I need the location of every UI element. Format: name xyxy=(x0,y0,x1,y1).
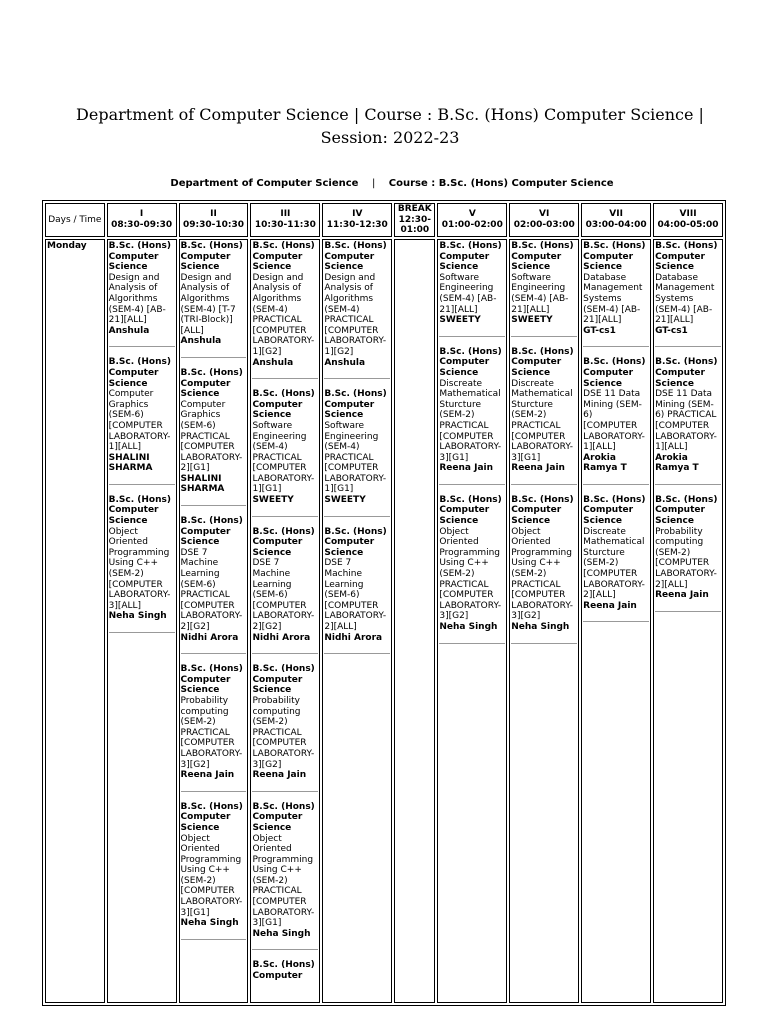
entry-course: B.Sc. (Hons) Computer Science xyxy=(511,494,574,527)
break-cell xyxy=(394,239,435,1003)
entry-course: B.Sc. (Hons) Computer Science xyxy=(252,389,315,421)
caption-department: Department of Computer Science xyxy=(170,178,359,189)
entry-teacher: SWEETY xyxy=(252,495,294,506)
entry-subject: Object Oriented Programming Using C++ (SEM-2) PRACTICAL [COMPUTER LABORATORY-3][G2] xyxy=(511,526,574,622)
entry-teacher: SWEETY xyxy=(439,315,481,326)
period-header-8: VIII 04:00-05:00 xyxy=(653,203,723,237)
entry-teacher: Nidhi Arora xyxy=(324,632,383,643)
table-caption xyxy=(42,178,742,189)
entry-subject: Software Engineering (SEM-4) [AB-21][ALL] xyxy=(511,272,569,315)
day-row-monday xyxy=(45,239,723,1003)
slot-cell xyxy=(509,239,579,1003)
entry-teacher: Reena Jain xyxy=(439,463,494,474)
entry-teacher: SWEETY xyxy=(511,315,553,326)
entry-teacher: Anshula xyxy=(108,325,150,336)
entry-subject: Software Engineering (SEM-4) PRACTICAL [COMPUTER LABORATORY-1][G1] xyxy=(324,420,387,495)
class-entry xyxy=(511,241,577,337)
slot-cell xyxy=(322,239,392,1003)
days-time-header: Days / Time xyxy=(45,203,105,237)
entry-teacher: Neha Singh xyxy=(439,622,498,632)
entry-subject: Design and Analysis of Algorithms (SEM-4) PRACTICAL [COMPUTER LABORATORY-1][G2] xyxy=(324,272,387,357)
period-header-1: I 08:30-09:30 xyxy=(107,203,177,237)
entry-teacher: Neha Singh xyxy=(511,622,570,632)
entry-teacher: Reena Jain xyxy=(655,590,709,601)
entry-teacher: Anshula xyxy=(324,357,366,368)
entry-subject: Database Management Systems (SEM-4) [AB-21][ALL] xyxy=(583,272,643,326)
entry-teacher: GT-cs1 xyxy=(655,325,688,336)
entry-course: B.Sc. (Hons) Computer Science xyxy=(439,346,502,378)
class-entry xyxy=(181,802,247,940)
header-row xyxy=(45,203,723,237)
day-label: Monday xyxy=(45,239,105,1003)
entry-course: B.Sc. (Hons) Computer Science xyxy=(108,241,171,273)
entry-teacher: Reena Jain xyxy=(583,600,637,611)
entry-course: B.Sc. (Hons) Computer Science xyxy=(655,241,718,273)
timetable xyxy=(42,200,726,1006)
entry-teacher: Reena Jain xyxy=(252,770,307,781)
entry-subject: DSE 7 Machine Learning (SEM-6) PRACTICAL [COMPUTER LABORATORY-2][G2] xyxy=(180,547,243,632)
entry-course: B.Sc. (Hons) Computer Science xyxy=(252,664,315,696)
entry-teacher: SHALINI SHARMA xyxy=(180,473,225,495)
class-entry xyxy=(324,241,390,379)
slot-cell xyxy=(107,239,177,1003)
entry-teacher: GT-cs1 xyxy=(583,325,616,336)
entry-subject: DSE 7 Machine Learning (SEM-6) [COMPUTER LABORATORY-2][ALL] xyxy=(324,558,387,632)
entry-course: B.Sc. (Hons) Computer Science xyxy=(180,367,243,400)
caption-separator: | xyxy=(371,178,376,189)
entry-course: B.Sc. (Hons) Computer Science xyxy=(655,494,718,527)
entry-subject: Object Oriented Programming Using C++ (SEM-2) PRACTICAL [COMPUTER LABORATORY-3][G1] xyxy=(252,833,315,929)
class-entry xyxy=(109,357,175,485)
class-entry xyxy=(181,241,247,358)
entry-subject: Object Oriented Programming Using C++ (SEM-2) [COMPUTER LABORATORY-3][G1] xyxy=(180,833,243,918)
class-entry xyxy=(439,347,505,485)
entry-subject: Object Oriented Programming Using C++ (SEM-2) PRACTICAL [COMPUTER LABORATORY-3][G2] xyxy=(439,526,502,622)
class-entry xyxy=(252,389,318,517)
entry-course: B.Sc. (Hons) Computer Science xyxy=(439,241,502,273)
entry-course: B.Sc. (Hons) Computer Science xyxy=(511,241,574,273)
entry-subject: Design and Analysis of Algorithms (SEM-4) [AB-21][ALL] xyxy=(108,272,166,326)
class-entry xyxy=(511,495,577,644)
entry-teacher: Neha Singh xyxy=(252,928,311,939)
entry-subject: Database Management Systems (SEM-4) [AB-21][ALL] xyxy=(655,272,715,326)
class-entry xyxy=(583,495,649,623)
entry-teacher: Anshula xyxy=(180,336,222,347)
entry-course: B.Sc. (Hons) Computer Science xyxy=(180,241,243,273)
entry-teacher: Anshula xyxy=(252,357,294,368)
entry-course: B.Sc. (Hons) Computer xyxy=(252,960,315,982)
entry-subject: Design and Analysis of Algorithms (SEM-4) PRACTICAL [COMPUTER LABORATORY-1][G2] xyxy=(252,272,315,357)
class-entry xyxy=(109,495,175,633)
entry-course: B.Sc. (Hons) Computer Science xyxy=(655,357,718,389)
period-header-2: II 09:30-10:30 xyxy=(179,203,249,237)
slot-cell xyxy=(179,239,249,1003)
entry-subject: Computer Graphics (SEM-6) [COMPUTER LABORATORY-1][ALL] xyxy=(108,389,171,453)
class-entry xyxy=(439,495,505,644)
class-entry xyxy=(252,960,318,991)
class-entry xyxy=(655,241,721,347)
entry-course: B.Sc. (Hons) Computer Science xyxy=(583,494,646,527)
entry-subject: Discreate Mathematical Sturcture (SEM-2) [COMPUTER LABORATORY-2][ALL] xyxy=(583,526,645,601)
entry-subject: Object Oriented Programming Using C++ (SEM-2) [COMPUTER LABORATORY-3][ALL] xyxy=(108,526,171,611)
entry-course: B.Sc. (Hons) Computer Science xyxy=(324,241,387,273)
class-entry xyxy=(252,241,318,379)
entry-subject: DSE 11 Data Mining (SEM-6) [COMPUTER LABORATORY-1][ALL] xyxy=(583,389,645,453)
class-entry xyxy=(324,389,390,517)
entry-course: B.Sc. (Hons) Computer Science xyxy=(108,357,171,389)
slot-cell xyxy=(581,239,651,1003)
entry-teacher: Nidhi Arora xyxy=(180,632,239,643)
entry-course: B.Sc. (Hons) Computer Science xyxy=(108,494,171,527)
entry-teacher: SHALINI SHARMA xyxy=(108,452,153,474)
class-entry xyxy=(583,357,649,485)
period-header-7: VII 03:00-04:00 xyxy=(581,203,651,237)
entry-course: B.Sc. (Hons) Computer Science xyxy=(180,516,243,548)
entry-subject: Computer Graphics (SEM-6) PRACTICAL [COMPUTER LABORATORY-2][G1] xyxy=(180,399,243,474)
entry-course: B.Sc. (Hons) Computer Science xyxy=(180,664,243,696)
entry-subject: DSE 11 Data Mining (SEM-6) PRACTICAL [COMPUTER LABORATORY-1][ALL] xyxy=(655,389,717,453)
entry-subject: DSE 7 Machine Learning (SEM-6) [COMPUTER LABORATORY-2][G2] xyxy=(252,558,315,632)
class-entry xyxy=(181,516,247,654)
entry-teacher: Arokia Ramya T xyxy=(655,452,699,474)
entry-subject: Software Engineering (SEM-4) PRACTICAL [COMPUTER LABORATORY-1][G1] xyxy=(252,420,315,495)
entry-teacher: Neha Singh xyxy=(108,611,167,622)
slot-cell xyxy=(653,239,723,1003)
entry-teacher: SWEETY xyxy=(324,495,366,506)
class-entry xyxy=(252,802,318,951)
class-entry xyxy=(181,664,247,792)
entry-subject: Discreate Mathematical Sturcture (SEM-2) PRACTICAL [COMPUTER LABORATORY-3][G1] xyxy=(511,378,574,463)
class-entry xyxy=(324,527,390,655)
entry-course: B.Sc. (Hons) Computer Science xyxy=(583,241,646,273)
entry-teacher: Arokia Ramya T xyxy=(583,452,627,474)
entry-course: B.Sc. (Hons) Computer Science xyxy=(439,494,502,527)
class-entry xyxy=(655,495,721,612)
class-entry xyxy=(252,664,318,792)
entry-subject: Probability computing (SEM-2) PRACTICAL [COMPUTER LABORATORY-3][G2] xyxy=(252,695,315,770)
class-entry xyxy=(439,241,505,337)
period-header-6: VI 02:00-03:00 xyxy=(509,203,579,237)
entry-course: B.Sc. (Hons) Computer Science xyxy=(252,241,315,273)
caption-course: Course : B.Sc. (Hons) Computer Science xyxy=(388,178,614,189)
entry-subject: Software Engineering (SEM-4) [AB-21][ALL] xyxy=(439,272,497,315)
class-entry xyxy=(181,368,247,506)
break-header: BREAK 12:30-01:00 xyxy=(394,203,435,237)
entry-course: B.Sc. (Hons) Computer Science xyxy=(252,526,315,558)
entry-course: B.Sc. (Hons) Computer Science xyxy=(180,801,243,833)
entry-teacher: Neha Singh xyxy=(180,918,239,929)
class-entry xyxy=(583,241,649,347)
class-entry xyxy=(511,347,577,485)
entry-subject: Probability computing (SEM-2) [COMPUTER LABORATORY-2][ALL] xyxy=(655,526,717,590)
entry-course: B.Sc. (Hons) Computer Science xyxy=(324,389,387,421)
class-entry xyxy=(655,357,721,485)
period-header-4: IV 11:30-12:30 xyxy=(322,203,392,237)
slot-cell xyxy=(250,239,320,1003)
entry-teacher: Reena Jain xyxy=(180,770,235,781)
class-entry xyxy=(109,241,175,347)
entry-course: B.Sc. (Hons) Computer Science xyxy=(511,346,574,378)
entry-course: B.Sc. (Hons) Computer Science xyxy=(583,357,646,389)
entry-teacher: Reena Jain xyxy=(511,463,565,474)
entry-teacher: Nidhi Arora xyxy=(252,632,311,643)
class-entry xyxy=(252,527,318,655)
period-header-3: III 10:30-11:30 xyxy=(250,203,320,237)
entry-subject: Probability computing (SEM-2) PRACTICAL [COMPUTER LABORATORY-3][G2] xyxy=(180,695,243,770)
entry-course: B.Sc. (Hons) Computer Science xyxy=(324,526,387,558)
entry-subject: Discreate Mathematical Sturcture (SEM-2) PRACTICAL [COMPUTER LABORATORY-3][G1] xyxy=(439,378,502,463)
period-header-5: V 01:00-02:00 xyxy=(437,203,507,237)
entry-course: B.Sc. (Hons) Computer Science xyxy=(252,801,315,833)
page-title: Department of Computer Science | Course : B.Sc. (Hons) Computer Science | Session: 2022-23 xyxy=(76,105,704,147)
slot-cell xyxy=(437,239,507,1003)
entry-subject: Design and Analysis of Algorithms (SEM-4) [T-7 (TRI-Block)][ALL] xyxy=(180,272,236,336)
